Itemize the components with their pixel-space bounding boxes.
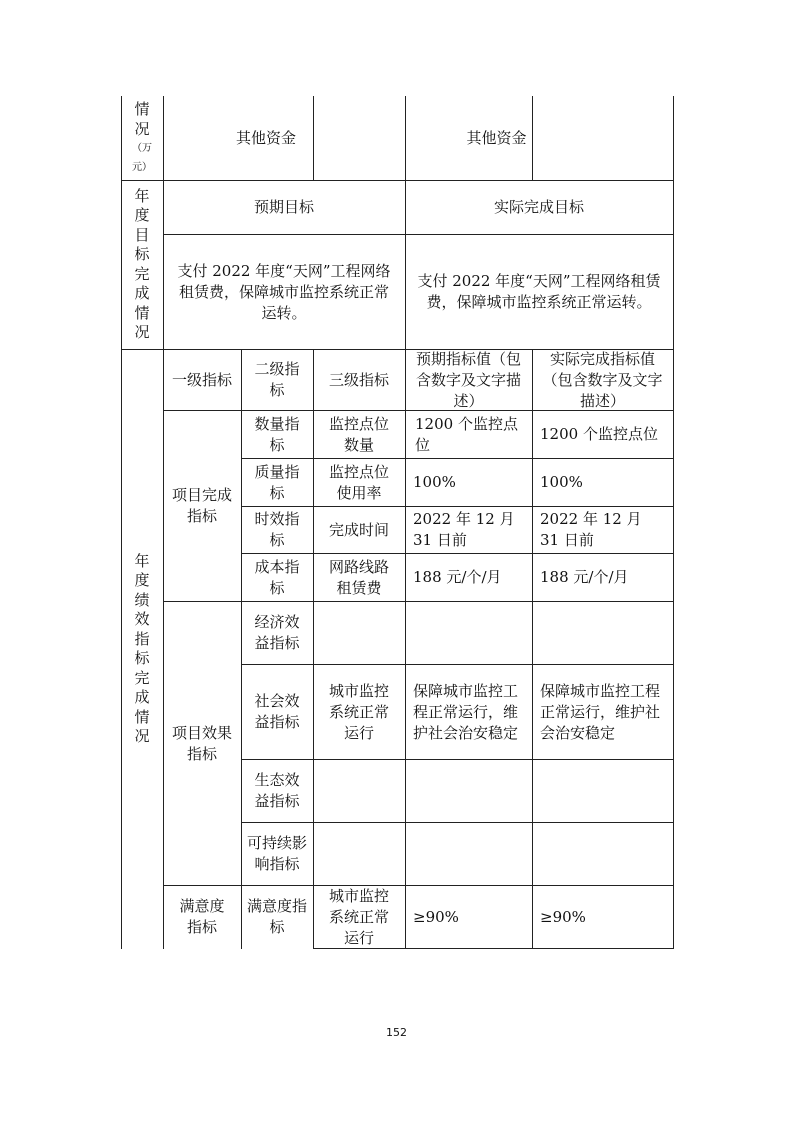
unit-char: （万 (132, 143, 152, 154)
group-project-effect: 项目效果指标 (171, 723, 232, 763)
rule (532, 96, 533, 181)
row-actual: 1200 个监控点位 (540, 425, 658, 443)
header-expected-value: 预期指标值（包含数字及文字描述） (415, 349, 521, 410)
row-level2: 可持续影响指标 (246, 834, 307, 873)
header-level3: 三级指标 (328, 370, 389, 389)
row-actual: 2022 年 12 月 31 日前 (540, 510, 642, 549)
row-level3: 网路线路租赁费 (328, 557, 389, 597)
header-level2: 二级指标 (254, 360, 300, 399)
label-char: 标 (134, 649, 150, 667)
label-char: 完 (134, 264, 150, 283)
rule (313, 96, 314, 181)
label-char: 成 (134, 284, 150, 302)
annual-goal-label (121, 180, 163, 349)
label-char: 况 (134, 119, 150, 138)
row-level3: 城市监控系统正常运行 (328, 681, 389, 742)
label-char: 情 (134, 303, 150, 322)
row-level3: 城市监控系统正常运行 (328, 886, 389, 947)
label-char: 绩 (134, 590, 150, 609)
expected-goal-header: 预期目标 (253, 198, 314, 216)
expected-goal-text: 支付 2022 年度“天网”工程网络租赁费，保障城市监控系统正常运转。 (177, 261, 391, 322)
label-char: 效 (134, 610, 150, 628)
row-expected: 保障城市监控工程正常运行，维护社会治安稳定 (413, 681, 519, 742)
label-char: 情 (134, 707, 150, 726)
row-expected: 100% (413, 473, 456, 491)
annual-performance-label (121, 349, 163, 949)
group-satisfaction: 满意度指标 (179, 897, 225, 936)
row-level3: 完成时间 (328, 520, 389, 539)
label-char: 指 (134, 629, 150, 648)
row-level2: 满意度指标 (246, 897, 307, 936)
label-char: 况 (134, 727, 150, 745)
label-char: 目 (134, 225, 150, 244)
row-level2: 时效指标 (254, 510, 300, 549)
row-level2: 质量指标 (254, 462, 300, 502)
row-level2: 成本指标 (254, 557, 300, 597)
row-level2: 经济效益指标 (254, 613, 300, 652)
label-char: 成 (134, 688, 150, 706)
label-char: 情 (134, 100, 150, 118)
row-level2: 生态效益指标 (254, 771, 300, 810)
row-actual: 保障城市监控工程正常运行，维护社会治安稳定 (540, 681, 661, 742)
row-expected: 1200 个监控点位 (415, 414, 518, 454)
header-level1: 一级指标 (171, 370, 232, 389)
label-char: 度 (134, 206, 150, 224)
row-expected: 188 元/个/月 (413, 568, 502, 586)
row-level2: 社会效益指标 (254, 692, 300, 731)
other-funds-label: 其他资金 (235, 129, 296, 147)
label-char: 度 (134, 571, 150, 589)
group-project-completion: 项目完成指标 (171, 486, 232, 525)
actual-goal-text: 支付 2022 年度“天网”工程网络租赁费，保障城市监控系统正常运转。 (417, 272, 661, 311)
row-actual: ≥90% (540, 907, 586, 926)
label-char: 况 (134, 323, 150, 341)
label-char: 完 (134, 668, 150, 687)
other-funds-label-actual: 其他资金 (466, 129, 527, 147)
actual-goal-header: 实际完成目标 (493, 198, 584, 216)
row-level3: 监控点位数量 (328, 414, 389, 454)
label-char: 年 (134, 551, 150, 570)
funding-status-label (121, 97, 163, 180)
row-actual: 188 元/个/月 (540, 568, 629, 586)
row-actual: 100% (540, 473, 583, 491)
label-char: 年 (134, 186, 150, 205)
label-char: 标 (134, 245, 150, 263)
row-level3: 监控点位使用率 (328, 462, 389, 502)
row-expected: 2022 年 12 月 31 日前 (413, 510, 515, 549)
rule (673, 96, 674, 949)
header-actual-value: 实际完成指标值（包含数字及文字描述） (542, 349, 663, 410)
row-expected: ≥90% (413, 907, 459, 926)
unit-char: 元） (132, 162, 152, 173)
row-level2: 数量指标 (254, 414, 300, 454)
page-number: 152 (386, 1026, 407, 1039)
